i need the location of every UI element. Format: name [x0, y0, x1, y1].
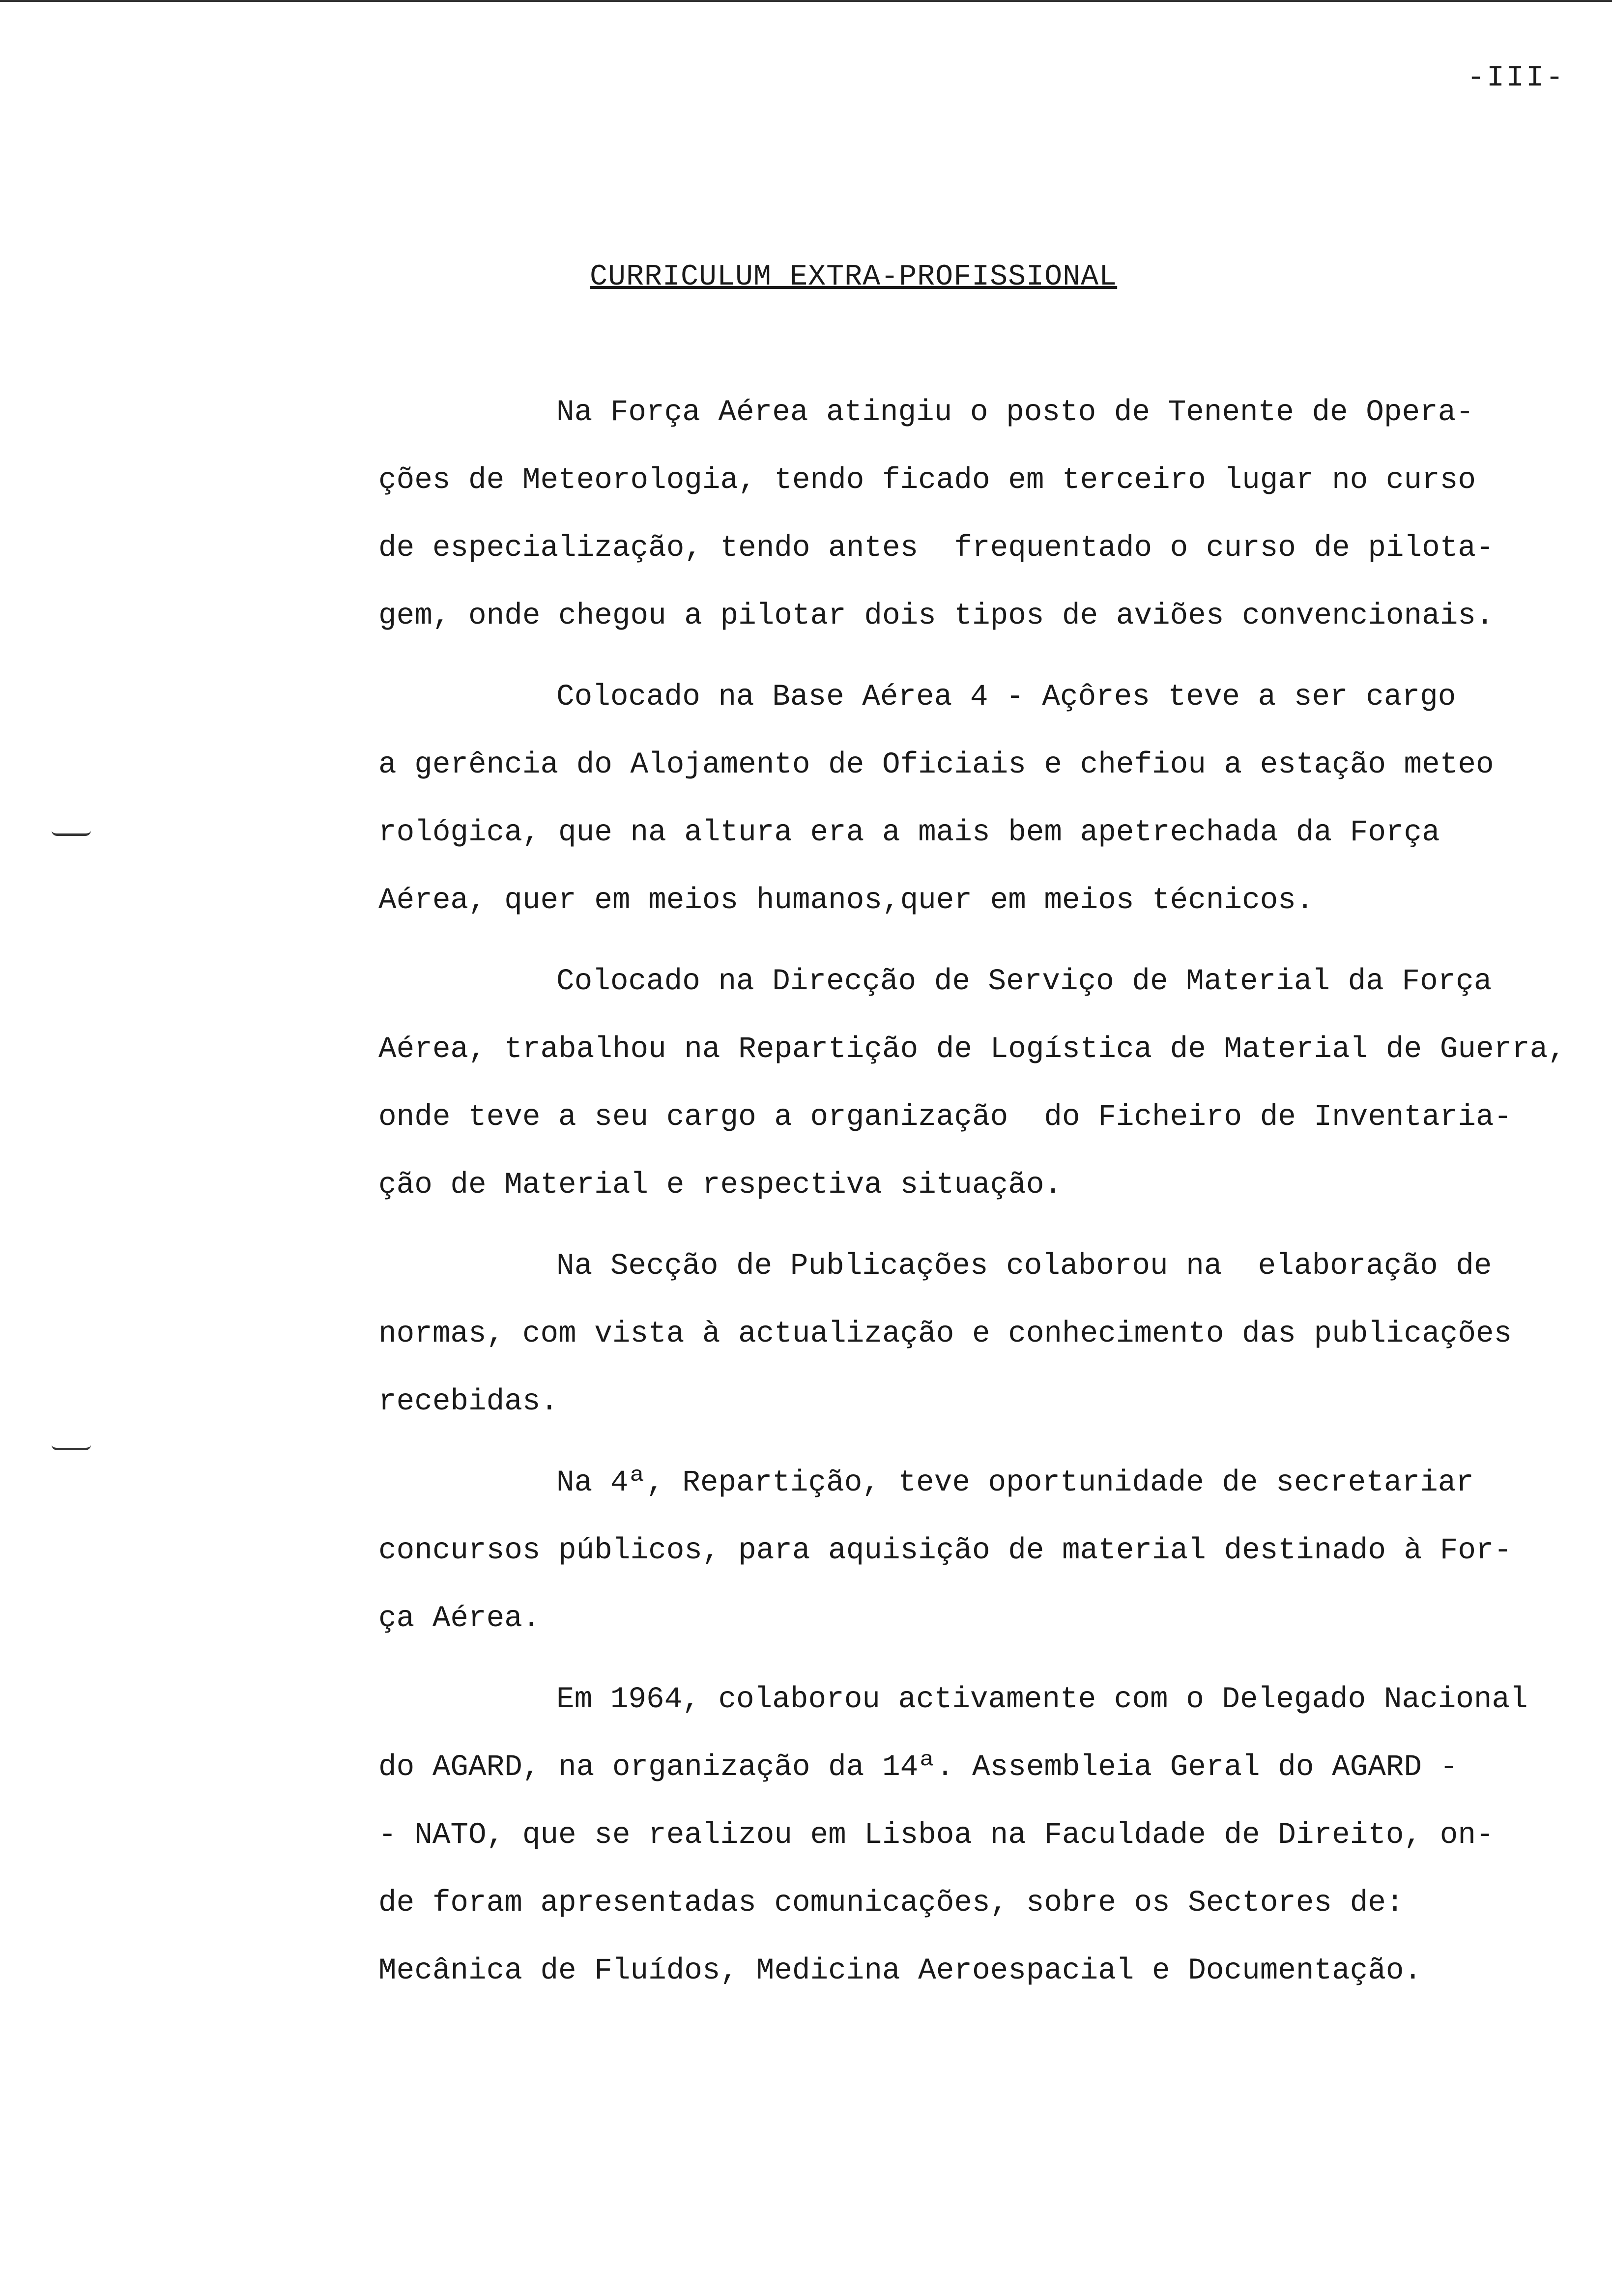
text-line: de especialização, tendo antes frequentado o curso de pilota-	[378, 531, 1494, 565]
text-line: ça Aérea.	[378, 1602, 541, 1636]
text-line: normas, com vista à actualização e conhecimento das publicações	[378, 1317, 1512, 1351]
text-line: Aérea, quer em meios humanos,quer em meios técnicos.	[378, 884, 1314, 918]
text-line: a gerência do Alojamento de Oficiais e chefiou a estação meteo	[378, 748, 1494, 782]
page-number: -III-	[1467, 61, 1566, 95]
text-line: ções de Meteorologia, tendo ficado em terceiro lugar no curso	[378, 463, 1476, 497]
text-line: recebidas.	[378, 1385, 559, 1419]
paragraph	[378, 1666, 1583, 2005]
text-line: de foram apresentadas comunicações, sobre os Sectores de:	[378, 1886, 1404, 1920]
text-line: rológica, que na altura era a mais bem apetrechada da Força	[378, 816, 1440, 850]
text-line: onde teve a seu cargo a organização do Ficheiro de Inventaria-	[378, 1100, 1512, 1134]
text-line: Na 4ª, Repartição, teve oportunidade de secretariar	[556, 1466, 1474, 1500]
punch-hole-mark	[52, 1445, 91, 1450]
punch-hole-mark	[52, 831, 91, 836]
paragraph	[378, 379, 1583, 650]
paragraph	[378, 1233, 1583, 1436]
paragraph	[378, 1449, 1583, 1653]
paragraph	[378, 663, 1583, 935]
document-body	[378, 379, 1583, 2018]
text-line: gem, onde chegou a pilotar dois tipos de aviões convencionais.	[378, 599, 1494, 633]
top-border-line	[0, 0, 1612, 2]
text-line: Na Força Aérea atingiu o posto de Tenente de Opera-	[556, 396, 1474, 430]
text-line: ção de Material e respectiva situação.	[378, 1168, 1063, 1202]
text-line: Na Secção de Publicações colaborou na elaboração de	[556, 1249, 1492, 1283]
paragraph	[378, 948, 1583, 1219]
text-line: Colocado na Direcção de Serviço de Material da Força	[556, 965, 1492, 999]
text-line: Em 1964, colaborou activamente com o Delegado Nacional	[556, 1683, 1528, 1717]
text-line: Colocado na Base Aérea 4 - Açôres teve a ser cargo	[556, 680, 1456, 714]
text-line: do AGARD, na organização da 14ª. Assembleia Geral do AGARD -	[378, 1751, 1458, 1784]
text-line: Mecânica de Fluídos, Medicina Aeroespacial e Documentação.	[378, 1954, 1422, 1988]
text-line: concursos públicos, para aquisição de material destinado à For-	[378, 1534, 1512, 1568]
page-title: CURRICULUM EXTRA-PROFISSIONAL	[590, 260, 1118, 294]
text-line: - NATO, que se realizou em Lisboa na Faculdade de Direito, on-	[378, 1818, 1494, 1852]
text-line: Aérea, trabalhou na Repartição de Logística de Material de Guerra,	[378, 1033, 1566, 1066]
